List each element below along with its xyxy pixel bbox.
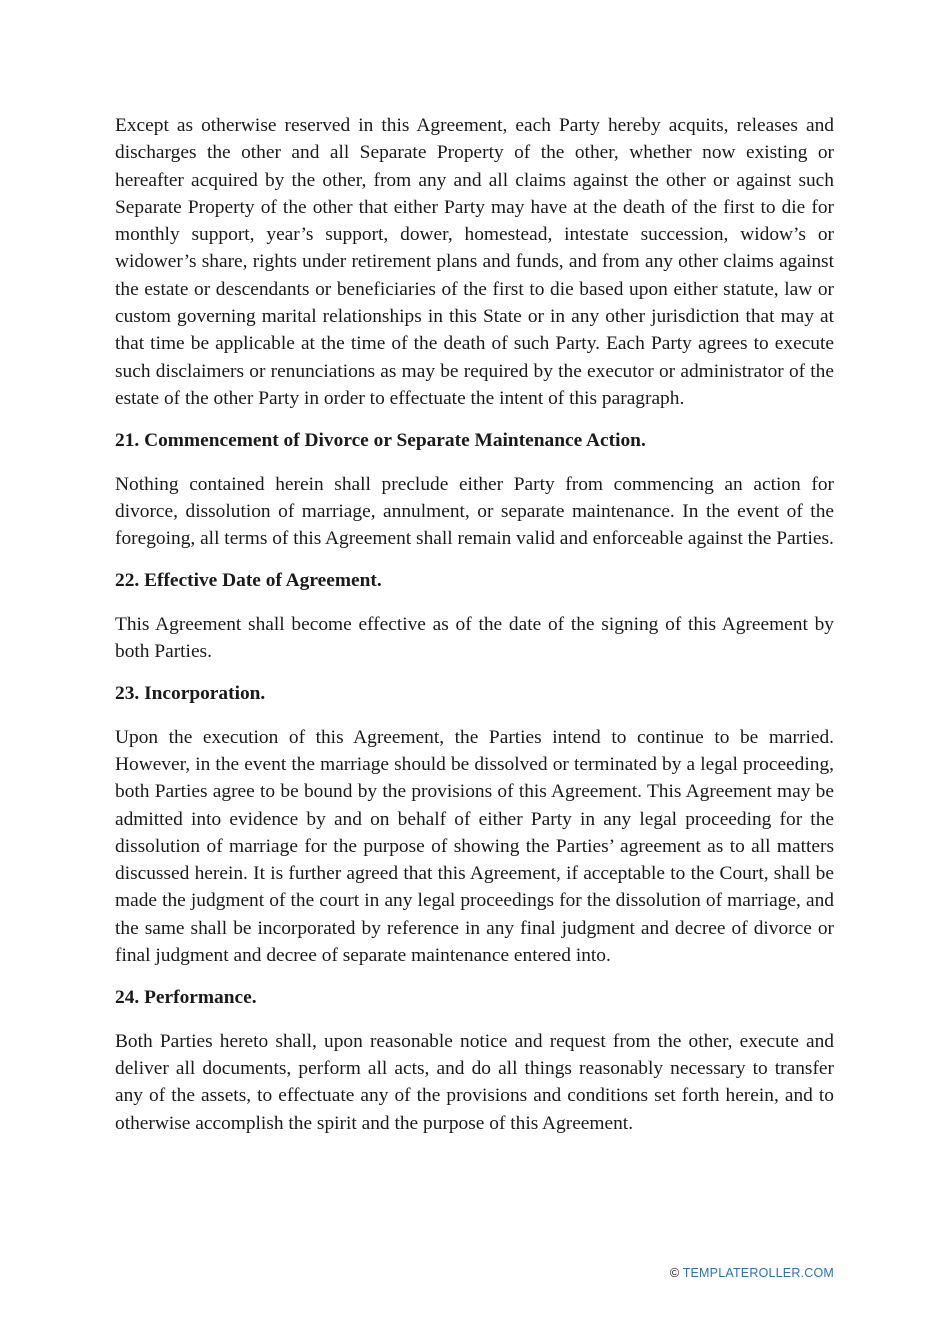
section-24-body: Both Parties hereto shall, upon reasonable notice and request from the other, execute and deliver all documents, perform all acts, and do all things reasonably necessary to transfer any of the assets, to effectuate any of the provisions and conditions set forth herein, and to otherwise accomplish the spirit and the purpose of this Agreement. <box>115 1030 834 1134</box>
intro-paragraph: Except as otherwise reserved in this Agreement, each Party hereby acquits, releases and discharges the other and all Separate Property of the other, whether now existing or hereafter acquired by the other, from any and all claims against the other or against such Separate Property of the other that either Party may have at the death of the first to die for monthly support, year’s support, dower, homestead, intestate succession, widow’s or widower’s share, rights under retirement plans and funds, and from any other claims against the estate or descendants or beneficiaries of the first to die based upon either statute, law or custom governing marital relationships in this State or in any other jurisdiction that may at that time be applicable at the time of the death of such Party. Each Party agrees to execute such disclaimers or renunciations as may be required by the executor or administrator of the estate of the other Party in order to effectuate the intent of this paragraph. <box>115 115 834 409</box>
document-page <box>115 112 834 1152</box>
copyright-symbol: © <box>669 1266 680 1280</box>
section-22-heading: 22. Effective Date of Agreement. <box>115 570 382 592</box>
footer-credit <box>670 1266 834 1280</box>
section-23-body: Upon the execution of this Agreement, the Parties intend to continue to be married. However, in the event the marriage should be dissolved or terminated by a legal proceeding, both Parties agree to be bound by the provisions of this Agreement. This Agreement may be admitted into evidence by and on behalf of either Party in any legal proceeding for the dissolution of marriage for the purpose of showing the Parties’ agreement as to all matters discussed herein. It is further agreed that this Agreement, if acceptable to the Court, shall be made the judgment of the court in any legal proceedings for the dissolution of marriage, and the same shall be incorporated by reference in any final judgment and decree of divorce or final judgment and decree of separate maintenance entered into. <box>115 726 834 967</box>
section-22-body: This Agreement shall become effective as of the date of the signing of this Agreement by both Parties. <box>115 613 834 663</box>
section-24-heading: 24. Performance. <box>115 987 257 1009</box>
footer-brand-link[interactable]: TEMPLATEROLLER.COM <box>682 1266 834 1280</box>
section-23-heading: 23. Incorporation. <box>115 683 266 705</box>
section-21-body: Nothing contained herein shall preclude either Party from commencing an action for divorce, dissolution of marriage, annulment, or separate maintenance. In the event of the foregoing, all terms of this Agreement shall remain valid and enforceable against the Parties. <box>115 473 834 550</box>
section-21-heading: 21. Commencement of Divorce or Separate Maintenance Action. <box>115 430 646 452</box>
